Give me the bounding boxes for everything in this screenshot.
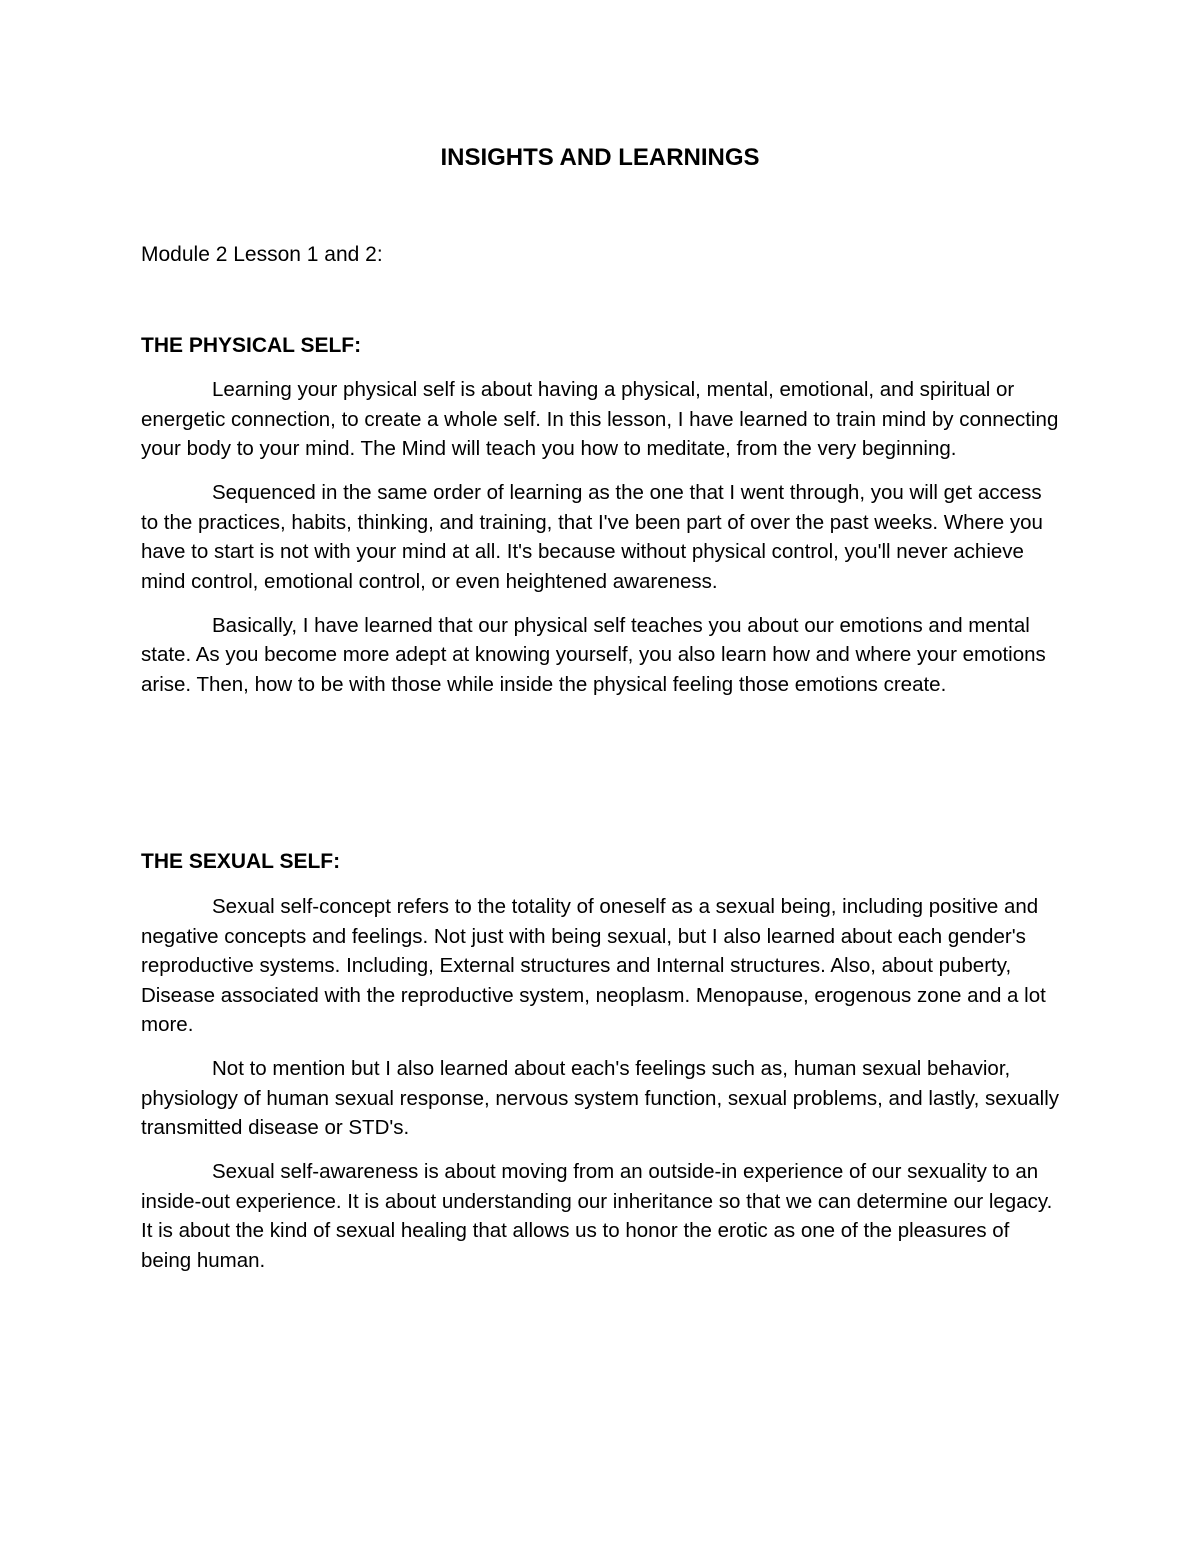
paragraph: Not to mention but I also learned about each's feelings such as, human sexual behavior, physiology of human sexual response, nervous system function, sexual problems, and lastly, sexually transmitted disease or STD's.	[141, 1057, 1060, 1139]
section-physical-self	[141, 375, 1061, 714]
section-heading-sexual-self: THE SEXUAL SELF:	[141, 850, 341, 873]
paragraph: Sexual self-awareness is about moving from an outside-in experience of our sexuality to an inside-out experience. It is about understanding our inheritance so that we can determine our legacy. It is about the kind of sexual healing that allows us to honor the erotic as one of the pleasures of being human.	[141, 1160, 1053, 1272]
section-heading-physical-self: THE PHYSICAL SELF:	[141, 334, 362, 357]
paragraph: Sequenced in the same order of learning as the one that I went through, you will get access to the practices, habits, thinking, and training, that I've been part of over the past weeks. Where you have to start is not with your mind at all. It's because without physical control, you'll never achieve mind control, emotional control, or even heightened awareness.	[141, 481, 1043, 593]
paragraph: Basically, I have learned that our physical self teaches you about our emotions and mental state. As you become more adept at knowing yourself, you also learn how and where your emotions arise. Then, how to be with those while inside the physical feeling those emotions create.	[141, 613, 1046, 696]
document-title: INSIGHTS AND LEARNINGS	[440, 144, 760, 171]
module-lesson-label: Module 2 Lesson 1 and 2:	[141, 243, 383, 266]
paragraph: Sexual self-concept refers to the totality of oneself as a sexual being, including positive and negative concepts and feelings. Not just with being sexual, but I also learned about each gender's reproductive systems. Including, External structures and Internal structures. Also, about puberty, Disease associated with the reproductive system, neoplasm. Menopause, erogenous zone and a lot more.	[141, 895, 1046, 1036]
paragraph: Learning your physical self is about having a physical, mental, emotional, and spiritual or energetic connection, to create a whole self. In this lesson, I have learned to train mind by connecting your body to your mind. The Mind will teach you how to meditate, from the very beginning.	[141, 378, 1059, 460]
section-sexual-self	[141, 892, 1061, 1290]
